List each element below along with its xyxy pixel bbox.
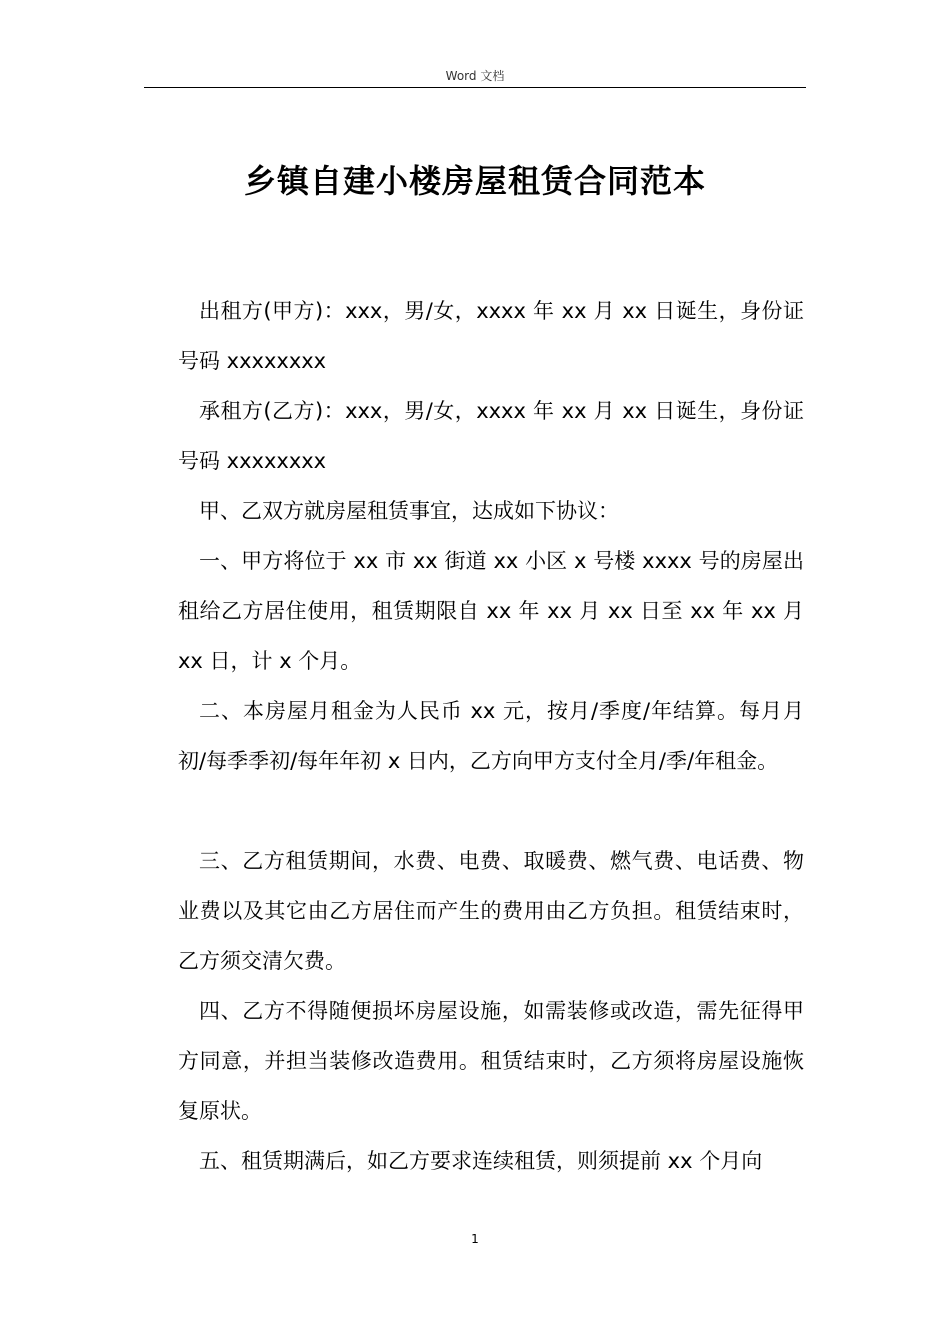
paragraph-lessor: 出租方(甲方)：xxx，男/女，xxxx 年 xx 月 xx 日诞生，身份证号码 xxxxxxxx bbox=[178, 299, 804, 373]
page-header-label: Word 文档 bbox=[445, 69, 505, 83]
page-number: 1 bbox=[471, 1232, 479, 1246]
paragraph-clause-2: 二、本房屋月租金为人民币 xx 元，按月/季度/年结算。每月月初/每季季初/每年年初 x 日内，乙方向甲方支付全月/季/年租金。 bbox=[178, 699, 804, 773]
document-title: 乡镇自建小楼房屋租赁合同范本 bbox=[243, 162, 706, 200]
header-divider bbox=[144, 87, 806, 88]
paragraph-clause-5: 五、租赁期满后，如乙方要求连续租赁，则须提前 xx 个月向 bbox=[199, 1149, 763, 1173]
paragraph-clause-3: 三、乙方租赁期间，水费、电费、取暖费、燃气费、电话费、物业费以及其它由乙方居住而产生的费用由乙方负担。租赁结束时，乙方须交清欠费。 bbox=[178, 849, 804, 973]
document-body bbox=[178, 286, 804, 1186]
paragraph-lessee: 承租方(乙方)：xxx，男/女，xxxx 年 xx 月 xx 日诞生，身份证号码 xxxxxxxx bbox=[178, 399, 804, 473]
paragraph-spacer bbox=[178, 786, 804, 836]
paragraph-clause-1: 一、甲方将位于 xx 市 xx 街道 xx 小区 x 号楼 xxxx 号的房屋出租给乙方居住使用，租赁期限自 xx 年 xx 月 xx 日至 xx 年 xx 月 xx 日，计 x 个月。 bbox=[178, 549, 804, 673]
paragraph-agreement-intro: 甲、乙双方就房屋租赁事宜，达成如下协议： bbox=[199, 499, 619, 523]
paragraph-clause-4: 四、乙方不得随便损坏房屋设施，如需装修或改造，需先征得甲方同意，并担当装修改造费用。租赁结束时，乙方须将房屋设施恢复原状。 bbox=[178, 999, 804, 1123]
